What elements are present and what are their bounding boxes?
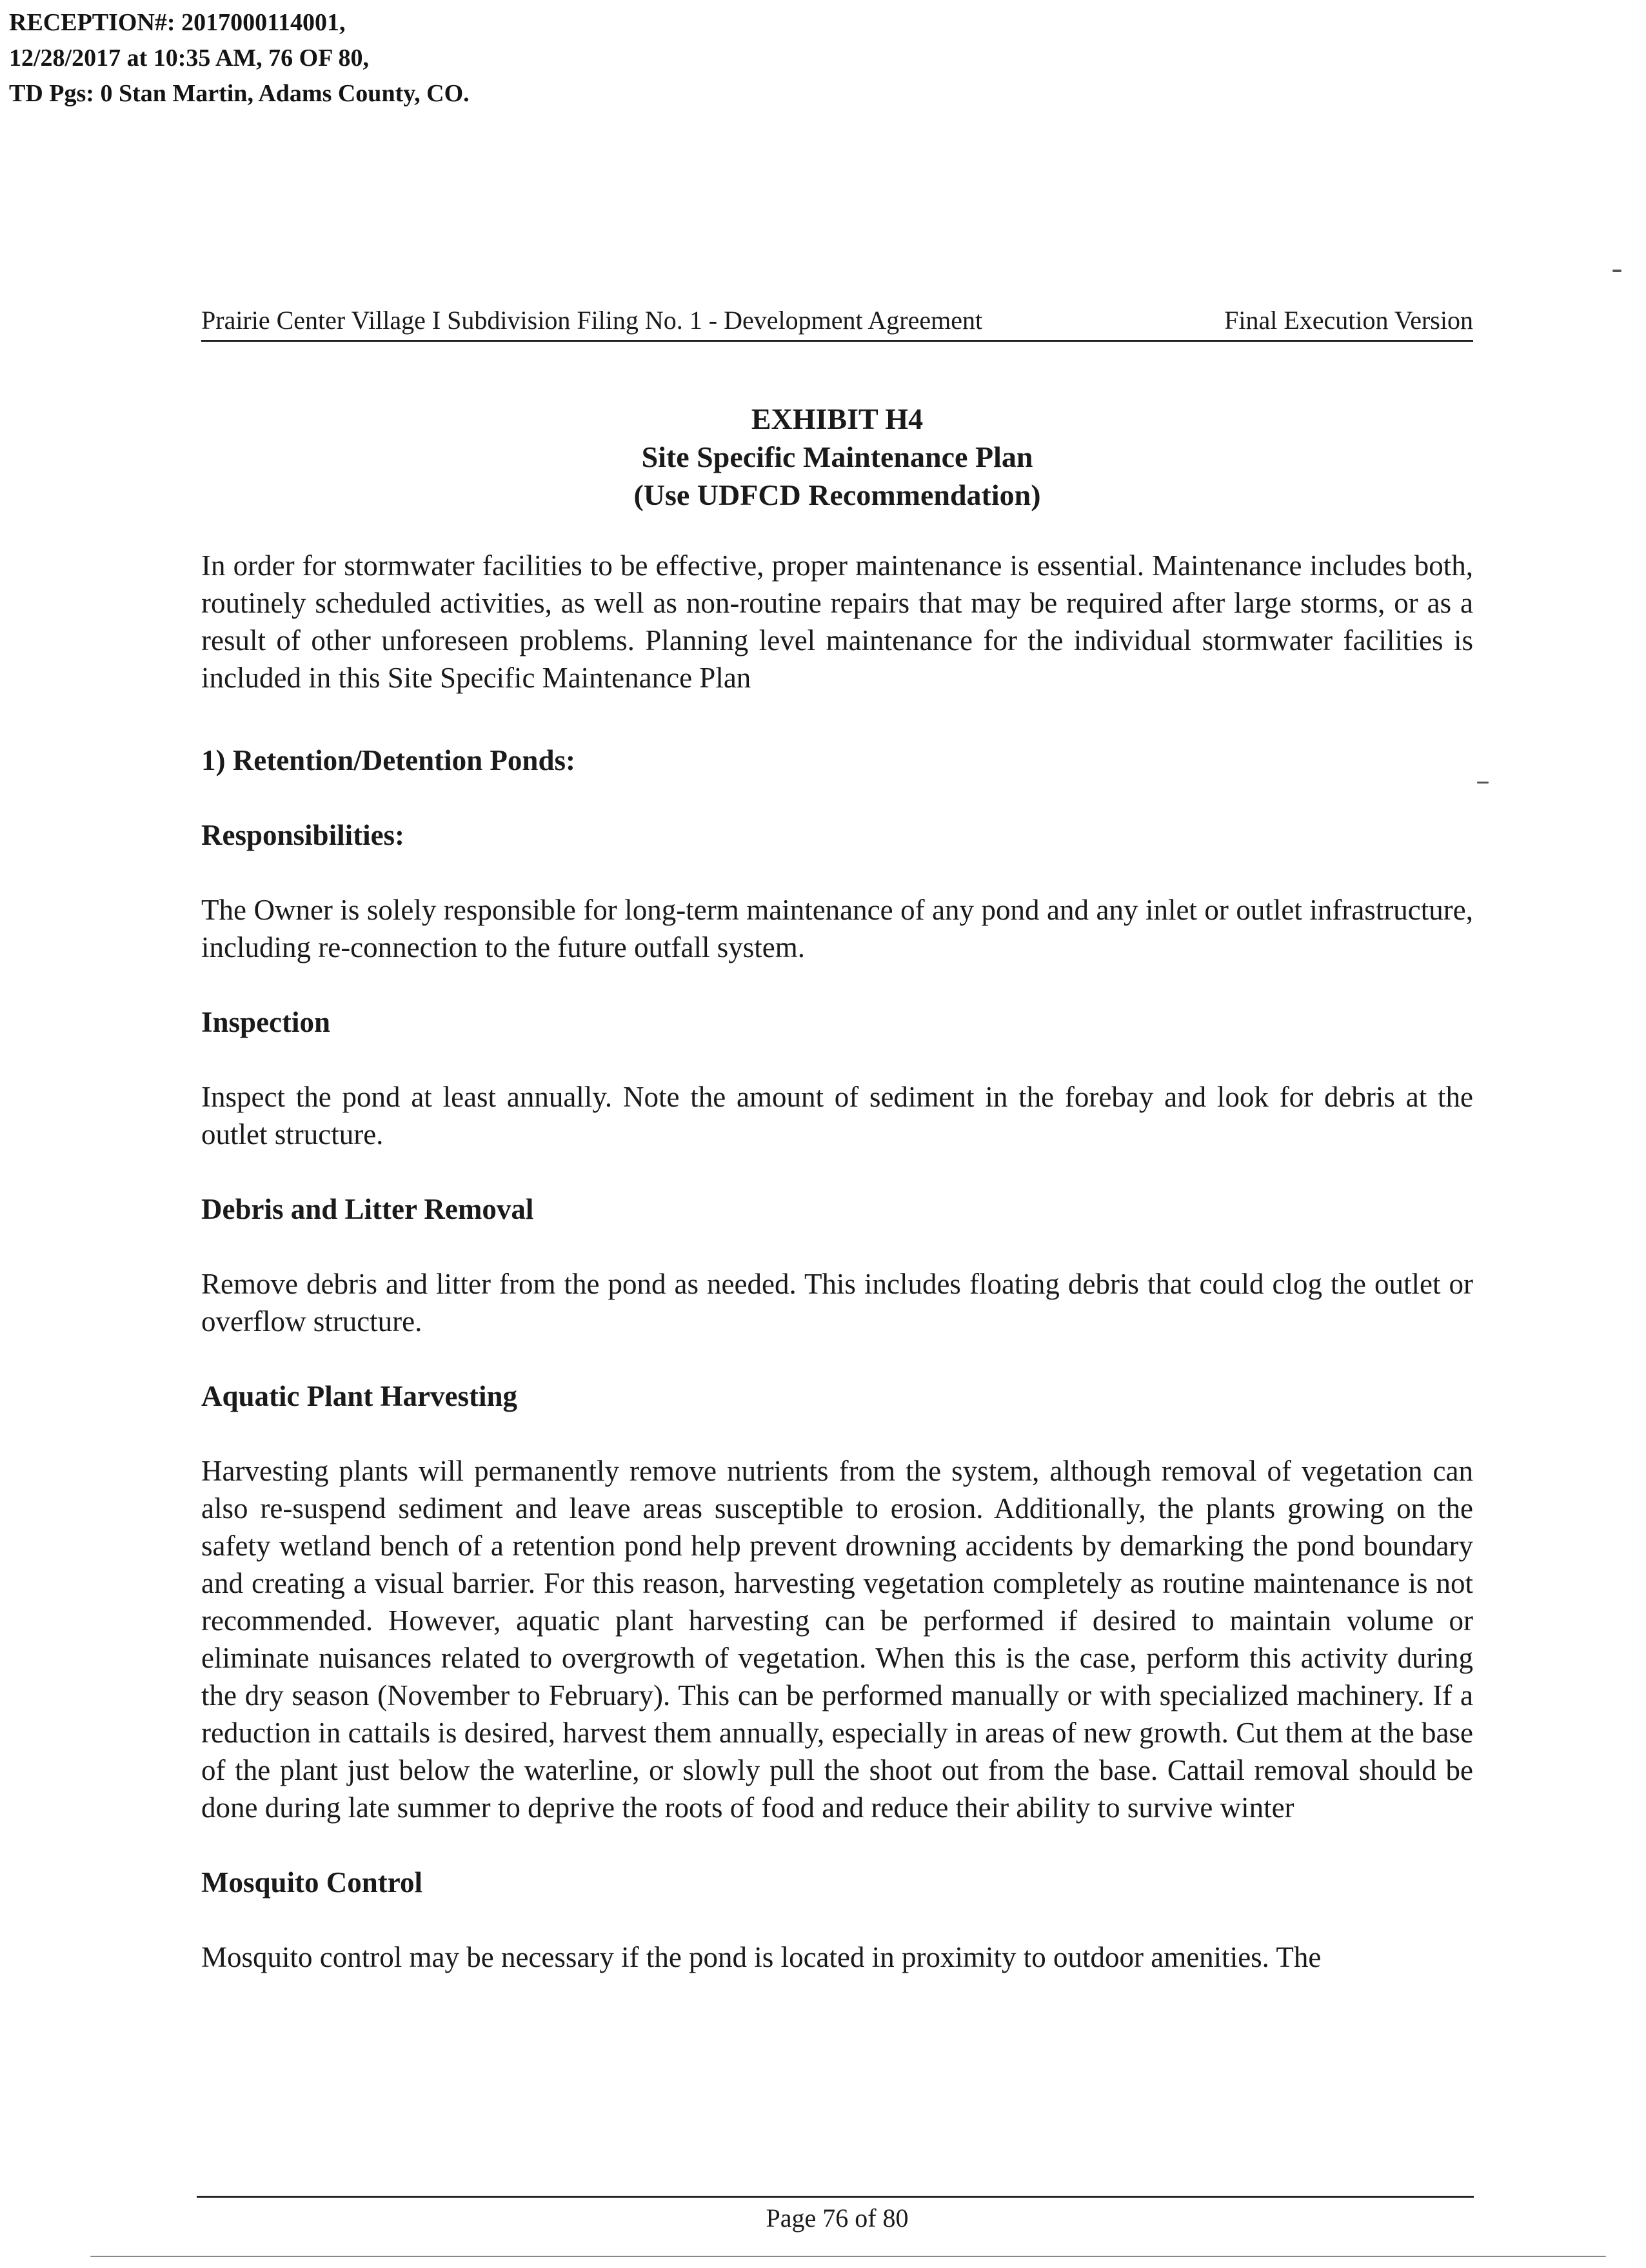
document-body — [201, 547, 1473, 1976]
aquatic-paragraph: Harvesting plants will permanently remove nutrients from the system, although removal of vegetation can also re-suspend sediment and leave areas susceptible to erosion. Additionally, the plants growing on the safety wetland bench of a retention pond help prevent drowning accidents by demarking the pond boundary and creating a visual barrier. For this reason, harvesting vegetation completely as routine maintenance is not recommended. However, aquatic plant harvesting can be performed if desired to maintain volume or eliminate nuisances related to overgrowth of vegetation. When this is the case, perform this activity during the dry season (November to February). This can be performed manually or with specialized machinery. If a reduction in cattails is desired, harvest them annually, especially in areas of new growth. Cut them at the base of the plant just below the waterline, or slowly pull the shoot out from the base. Cattail removal should be done during late summer to deprive the roots of food and reduce their ability to survive winter — [201, 1455, 1473, 1824]
scan-speck — [90, 2256, 1606, 2257]
stamp-pages-line: TD Pgs: 0 Stan Martin, Adams County, CO. — [9, 80, 470, 107]
stamp-date-line: 12/28/2017 at 10:35 AM, 76 OF 80, — [9, 44, 369, 72]
recording-stamp — [9, 5, 470, 112]
debris-paragraph: Remove debris and litter from the pond as needed. This includes floating debris that could clog the outlet or overflow structure. — [201, 1268, 1473, 1337]
exhibit-title-block — [201, 400, 1473, 514]
subheading-debris: Debris and Litter Removal — [201, 1193, 534, 1225]
subheading-mosquito: Mosquito Control — [201, 1866, 422, 1898]
exhibit-subtitle: Site Specific Maintenance Plan — [641, 440, 1033, 473]
stamp-reception-line: RECEPTION#: 2017000114001, — [9, 9, 346, 36]
scan-speck — [1477, 782, 1489, 784]
scan-speck — [1612, 270, 1621, 272]
exhibit-note: (Use UDFCD Recommendation) — [633, 478, 1041, 511]
subheading-inspection: Inspection — [201, 1006, 331, 1038]
intro-paragraph: In order for stormwater facilities to be effective, proper maintenance is essential. Maintenance includes both, routinely scheduled activities, as well as non-routine repairs that may be required after large storms, or as a result of other unforeseen problems. Planning level maintenance for the individual stormwater facilities is included in this Site Specific Maintenance Plan — [201, 549, 1473, 694]
footer-rule — [197, 2196, 1474, 2198]
page-number: Page 76 of 80 — [766, 2204, 909, 2233]
section-heading-ponds: 1) Retention/Detention Ponds: — [201, 744, 575, 776]
running-header — [201, 300, 1473, 342]
exhibit-number: EXHIBIT H4 — [751, 402, 924, 435]
subheading-responsibilities: Responsibilities: — [201, 819, 405, 851]
mosquito-paragraph: Mosquito control may be necessary if the pond is located in proximity to outdoor amenities. The — [201, 1941, 1322, 1973]
responsibilities-paragraph: The Owner is solely responsible for long-term maintenance of any pond and any inlet or outlet infrastructure, including re-connection to the future outfall system. — [201, 894, 1473, 963]
inspection-paragraph: Inspect the pond at least annually. Note the amount of sediment in the forebay and look for debris at the outlet structure. — [201, 1081, 1473, 1150]
header-document-title: Prairie Center Village I Subdivision Filing No. 1 - Development Agreement — [201, 306, 983, 335]
header-version: Final Execution Version — [1224, 306, 1473, 335]
subheading-aquatic: Aquatic Plant Harvesting — [201, 1380, 517, 1412]
